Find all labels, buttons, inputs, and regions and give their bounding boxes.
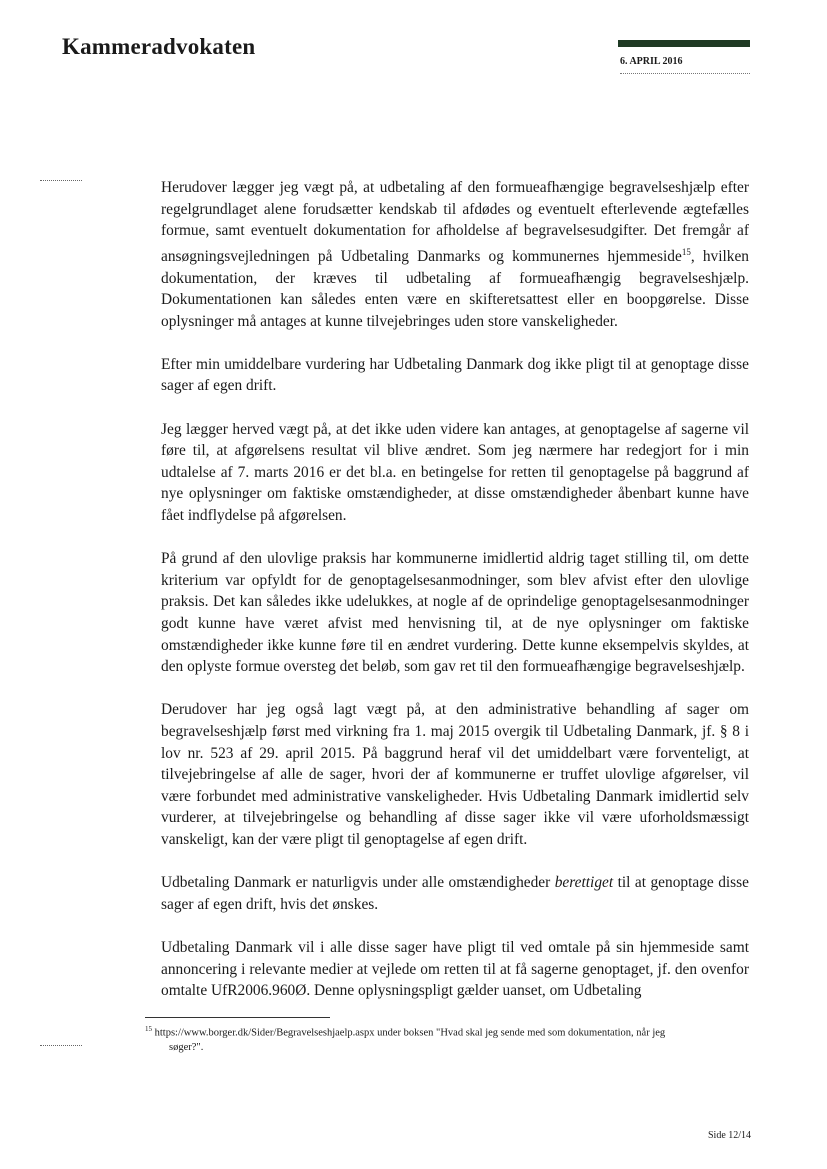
margin-mark-bottom: [40, 1045, 82, 1046]
footnote-ref[interactable]: 15: [681, 246, 691, 257]
paragraph-6-emphasis: berettiget: [554, 874, 614, 892]
paragraph-1-text-b: , hvilken dokumentation, der kræves til udbetaling af formueafhængig begravelseshjælp. Dokumentationen kan således enten være en skifteretsattest eller en boopgørelse. Disse oplysninger må antages at kunne tilvejebringes uden store vanskeligheder.: [161, 247, 749, 330]
paragraph-1: [161, 177, 749, 332]
paragraph-4: På grund af den ulovlige praksis har kommunerne imidlertid aldrig taget stilling til, om dette kriterium var opfyldt for de genoptagelsesanmodninger, som blev afvist efter den ulovlige praksis. Det kan således ikke udelukkes, at nogle af de oprindelige genoptagelsesanmodninger godt kunne have været afvist med henvisning til, at de nye oplysninger om faktiske omstændigheder ikke kunne føre til en ændret vurdering. Dette kunne eksempelvis skyldes, at den oplyste formue oversteg det beløb, som gav ret til den formueafhængige begravelseshjælp.: [161, 550, 749, 676]
document-body: [161, 177, 749, 1023]
paragraph-3: Jeg lægger herved vægt på, at det ikke uden videre kan antages, at genoptagelse af sagerne vil føre til, at afgørelsens resultat vil blive ændret. Som jeg nærmere har redegjort for i min udtalelse af 7. marts 2016 er det bl.a. en betingelse for retten til genoptagelse på baggrund af nye oplysninger om faktiske omstændigheder, at disse omstændigheder åbenbart kunne have fået indflydelse på afgørelsen.: [161, 420, 749, 525]
brand-logo: Kammeradvokaten: [62, 34, 256, 59]
footnote-number: 15: [145, 1025, 152, 1033]
paragraph-6: [161, 872, 749, 915]
date-divider: [620, 73, 750, 74]
footnote-line-1[interactable]: https://www.borger.dk/Sider/Begravelseshjaelp.aspx under boksen "Hvad skal jeg sende med som dokumentation, når jeg: [154, 1027, 666, 1039]
page-number: Side 12/14: [708, 1130, 752, 1141]
paragraph-7: Udbetaling Danmark vil i alle disse sager have pligt til ved omtale på sin hjemmeside samt annoncering i relevante medier at vejlede om retten til at få sagerne genoptaget, jf. den ovenfor omtalte UfR2006.960Ø. Denne oplysningspligt gælder uanset, om Udbetaling: [161, 938, 749, 1000]
footnote: [145, 1022, 750, 1055]
document-date: 6. APRIL 2016: [620, 56, 683, 67]
paragraph-6-text-a: Udbetaling Danmark er naturligvis under alle omstændigheder: [161, 874, 555, 892]
footnote-divider: [145, 1017, 330, 1018]
paragraph-1-text-a: Herudover lægger jeg vægt på, at udbetaling af den formueafhængige begravelseshjælp efter regelgrundlaget alene forudsætter kendskab til afdødes og eventuelt efterlevende ægtefælles formue, samt eventuelt dokumentation for afholdelse af begravelsesudgifter. Det fremgår af ansøgningsvejledningen på Udbetaling Danmarks og kommunernes hjemmeside: [161, 179, 749, 265]
paragraph-6-text-b: til at genoptage disse sager af egen drift, hvis det ønskes.: [161, 874, 749, 913]
footnote-line-2: søger?".: [169, 1041, 204, 1053]
margin-mark-top: [40, 180, 82, 181]
header-bar: [618, 40, 750, 47]
paragraph-5: Derudover har jeg også lagt vægt på, at den administrative behandling af sager om begravelseshjælp først med virkning fra 1. maj 2015 overgik til Udbetaling Danmark, jf. § 8 i lov nr. 523 af 29. april 2015. På baggrund heraf vil det umiddelbart være forventeligt, at tilvejebringelse af alle de sager, hvori der af kommunerne er truffet ulovlige afgørelser, vil være forbundet med administrative vanskeligheder. Hvis Udbetaling Danmark imidlertid selv vurderer, at tilvejebringelse og behandling af disse sager ikke vil være uforholdsmæssigt vanskeligt, kan der være pligt til genoptagelse af egen drift.: [161, 701, 749, 848]
paragraph-2: Efter min umiddelbare vurdering har Udbetaling Danmark dog ikke pligt til at genoptage disse sager af egen drift.: [161, 355, 749, 395]
